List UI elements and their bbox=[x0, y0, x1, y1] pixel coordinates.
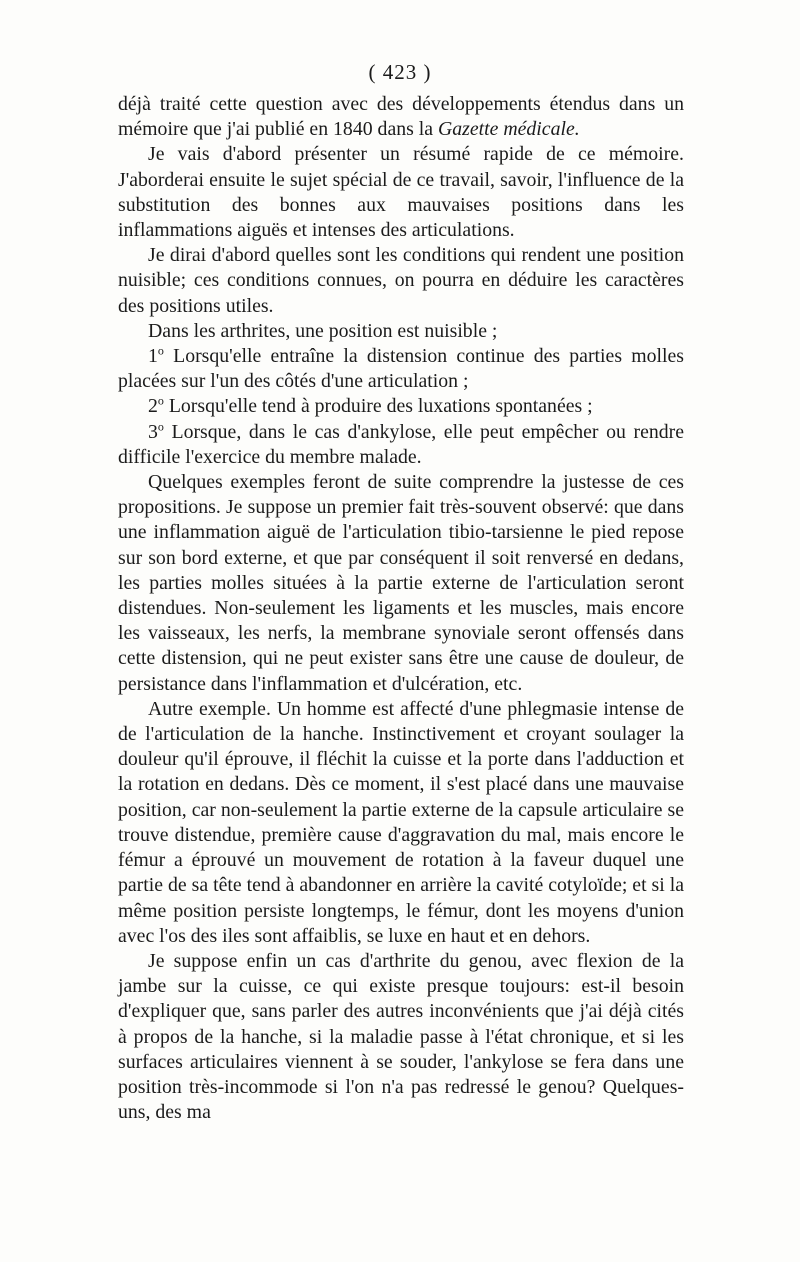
list-item-text: Lorsqu'elle tend à produire des luxations spontanées ; bbox=[163, 395, 593, 418]
list-marker: 1 bbox=[148, 345, 158, 368]
paragraph: Autre exemple. Un homme est affecté d'une phlegmasie intense de de l'articulation de la hanche. Instinctivement et croyant soulager la douleur qu'il éprouve, il fléchit la cuisse et la porte dans l'adduction et la rotation en dedans. Dès ce moment, il s'est placé dans une mauvaise position, car non-seulement la partie externe de la capsule articulaire se trouve distendue, première cause d'aggravation du mal, mais encore le fémur a éprouvé un mouvement de rotation à la faveur duquel une partie de sa tête tend à abandonner en arrière la cavité cotyloïde; et si la même position persiste longtemps, le fémur, dont les moyens d'union avec l'os des iles sont affaiblis, se luxe en haut et en dehors. bbox=[118, 697, 684, 947]
ordinal-indicator: o bbox=[157, 393, 164, 408]
page-number: ( 423 ) bbox=[368, 60, 432, 84]
list-item-text: Lorsque, dans le cas d'ankylose, elle peut empêcher ou rendre difficile l'exercice du membre malade. bbox=[118, 420, 684, 468]
paragraph: Je vais d'abord présenter un résumé rapide de ce mémoire. J'aborderai ensuite le sujet spécial de ce travail, savoir, l'influence de la substitution des bonnes aux mauvaises positions dans les inflammations aiguës et intenses des articulations. bbox=[118, 143, 684, 242]
paragraph: Je dirai d'abord quelles sont les conditions qui rendent une position nuisible; ces conditions connues, on pourra en déduire les caractères des positions utiles. bbox=[118, 244, 684, 317]
list-item-text: Lorsqu'elle entraîne la distension continue des parties molles placées sur l'un des côtés d'une articulation ; bbox=[118, 345, 684, 393]
list-item bbox=[118, 344, 684, 394]
paragraph-text: déjà traité cette question avec des développements étendus dans un mémoire que j'ai publié en 1840 dans la bbox=[118, 93, 684, 141]
ordinal-indicator: o bbox=[157, 343, 164, 358]
paragraph: Dans les arthrites, une position est nuisible ; bbox=[148, 319, 498, 342]
paragraph: Quelques exemples feront de suite comprendre la justesse de ces propositions. Je suppose un premier fait très-souvent observé: que dans une inflammation aiguë de l'articulation tibio-tarsienne le pied repose sur son bord externe, et que par conséquent il soit renversé en dedans, les parties molles situées à la partie externe de l'articulation seront distendues. Non-seulement les ligaments et les muscles, mais encore les vaisseaux, les nerfs, la membrane synoviale seront offensés dans cette distension, qui ne peut exister sans être une cause de douleur, de persistance dans l'inflammation et d'ulcération, etc. bbox=[118, 471, 684, 695]
list-item bbox=[118, 420, 684, 470]
journal-title: Gazette médicale. bbox=[437, 118, 580, 141]
list-marker: 2 bbox=[148, 395, 158, 418]
paragraph-continuation bbox=[118, 92, 684, 142]
list-item bbox=[118, 394, 684, 419]
body-text bbox=[118, 92, 684, 1125]
paragraph: Je suppose enfin un cas d'arthrite du genou, avec flexion de la jambe sur la cuisse, ce qui existe presque toujours: est-il besoin d'expliquer que, sans parler des autres inconvénients que j'ai déjà cités à propos de la hanche, si la maladie passe à l'état chronique, et si les surfaces articulaires viennent à se souder, l'ankylose se fera dans une position très-incommode si l'on n'a pas redressé le genou? Quelques-uns, des ma bbox=[118, 949, 684, 1124]
ordinal-indicator: o bbox=[157, 419, 164, 434]
list-marker: 3 bbox=[148, 420, 158, 443]
